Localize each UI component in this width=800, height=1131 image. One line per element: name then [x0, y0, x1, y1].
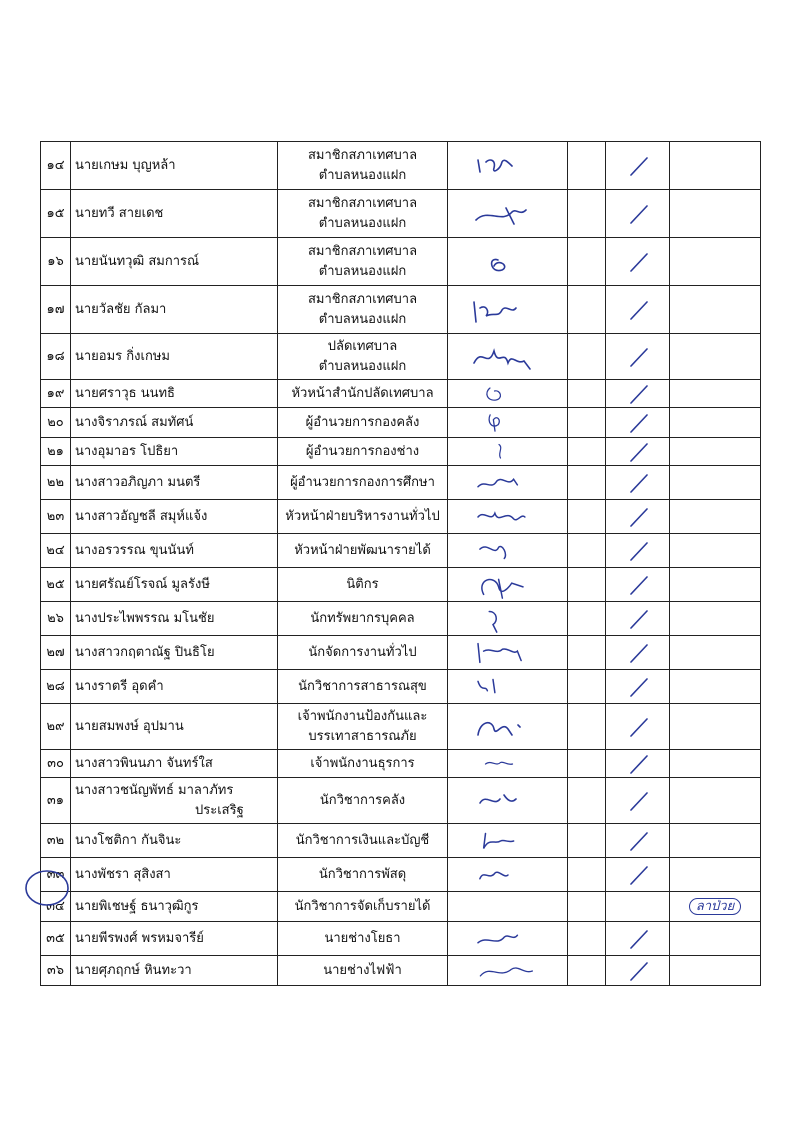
tick-mark — [623, 540, 653, 562]
signature-cell — [448, 602, 568, 636]
blank-cell — [568, 956, 606, 986]
signature-cell — [448, 534, 568, 568]
table-row — [41, 534, 761, 568]
row-number: ๓๐ — [41, 750, 71, 778]
note-cell — [670, 438, 761, 466]
person-name: ประเสริฐ — [195, 802, 244, 818]
signature-mark — [468, 294, 548, 326]
person-name: นายศรัณย์โรจณ์ มูลรังษี — [75, 576, 210, 592]
position-cell — [278, 602, 448, 636]
signature-mark — [468, 604, 548, 634]
signature-mark — [468, 924, 548, 954]
position-title: ปลัดเทศบาล — [327, 338, 398, 354]
position-cell — [278, 334, 448, 380]
position-cell — [278, 408, 448, 438]
tick-mark — [623, 346, 653, 368]
row-number: ๒๐ — [41, 408, 71, 438]
person-name: นางสาวอัญชลี สมุห์แจ้ง — [75, 508, 208, 524]
row-number: ๑๙ — [41, 380, 71, 408]
blank-cell — [568, 704, 606, 750]
signature-cell — [448, 438, 568, 466]
blank-cell — [568, 380, 606, 408]
row-number: ๓๖ — [41, 956, 71, 986]
signature-cell — [448, 636, 568, 670]
table-row — [41, 380, 761, 408]
name-cell — [71, 380, 278, 408]
signature-cell — [448, 142, 568, 190]
tick-mark — [623, 506, 653, 528]
person-name: นางสาวอภิญภา มนตรี — [75, 474, 201, 490]
tick-mark — [623, 716, 653, 738]
position-cell — [278, 750, 448, 778]
note-cell — [670, 892, 761, 922]
signature-cell — [448, 334, 568, 380]
blank-cell — [568, 670, 606, 704]
signature-cell — [448, 704, 568, 750]
note-cell — [670, 190, 761, 238]
tick-mark — [623, 928, 653, 950]
position-cell — [278, 238, 448, 286]
note-cell — [670, 636, 761, 670]
note-cell — [670, 956, 761, 986]
position-title: ผู้อำนวยการกองช่าง — [305, 443, 420, 459]
position-title: นักวิชาการคลัง — [319, 792, 406, 808]
position-cell — [278, 568, 448, 602]
attend-cell — [606, 636, 670, 670]
tick-mark — [623, 676, 653, 698]
position-cell — [278, 778, 448, 824]
row-number: ๑๘ — [41, 334, 71, 380]
position-title: นักวิชาการจัดเก็บรายได้ — [294, 898, 431, 914]
position-cell — [278, 466, 448, 500]
attend-cell — [606, 602, 670, 636]
row-number: ๓๑ — [41, 778, 71, 824]
signature-mark — [468, 410, 548, 436]
row-number: ๒๖ — [41, 602, 71, 636]
person-name: นางสาวกฤตาณัฐ ปินธิโย — [75, 644, 215, 660]
blank-cell — [568, 858, 606, 892]
tick-mark — [623, 441, 653, 463]
name-cell — [71, 438, 278, 466]
row-number: ๑๗ — [41, 286, 71, 334]
tick-mark — [623, 299, 653, 321]
attend-cell — [606, 334, 670, 380]
position-title: ตำบลหนองแฝก — [318, 263, 407, 279]
blank-cell — [568, 500, 606, 534]
position-cell — [278, 286, 448, 334]
signature-mark — [468, 468, 548, 498]
note-cell — [670, 568, 761, 602]
signature-mark — [468, 826, 548, 856]
row-number: ๒๙ — [41, 704, 71, 750]
attendance-table — [40, 141, 761, 986]
signature-cell — [448, 568, 568, 602]
note-cell — [670, 380, 761, 408]
note-cell — [670, 238, 761, 286]
table-row — [41, 704, 761, 750]
table-row — [41, 778, 761, 824]
signature-mark — [468, 958, 548, 984]
name-cell — [71, 334, 278, 380]
position-title: หัวหน้าฝ่ายบริหารงานทั่วไป — [285, 508, 440, 524]
row-number: ๓๔ — [41, 892, 71, 922]
attend-cell — [606, 238, 670, 286]
position-title: สมาชิกสภาเทศบาล — [307, 195, 418, 211]
note-cell — [670, 500, 761, 534]
signature-mark — [468, 502, 548, 532]
signature-mark — [468, 341, 548, 373]
note-cell — [670, 922, 761, 956]
blank-cell — [568, 286, 606, 334]
signature-mark — [468, 752, 548, 776]
name-cell — [71, 466, 278, 500]
signature-mark — [468, 536, 548, 566]
table-row — [41, 670, 761, 704]
position-cell — [278, 636, 448, 670]
table-row — [41, 190, 761, 238]
position-title: ตำบลหนองแฝก — [318, 167, 407, 183]
name-cell — [71, 238, 278, 286]
tick-mark — [623, 753, 653, 775]
position-title: สมาชิกสภาเทศบาล — [307, 147, 418, 163]
name-cell — [71, 858, 278, 892]
person-name: นางประไพพรรณ มโนชัย — [75, 610, 215, 626]
row-number: ๒๒ — [41, 466, 71, 500]
table-row — [41, 286, 761, 334]
position-cell — [278, 922, 448, 956]
position-title: ผู้อำนวยการกองการศึกษา — [290, 474, 435, 490]
row-number: ๒๗ — [41, 636, 71, 670]
attend-cell — [606, 568, 670, 602]
position-cell — [278, 190, 448, 238]
table-row — [41, 466, 761, 500]
attend-cell — [606, 466, 670, 500]
position-cell — [278, 142, 448, 190]
blank-cell — [568, 238, 606, 286]
note-cell — [670, 466, 761, 500]
blank-cell — [568, 636, 606, 670]
tick-mark — [623, 472, 653, 494]
name-cell — [71, 750, 278, 778]
row-number: ๒๘ — [41, 670, 71, 704]
note-text: ลาป่วย — [689, 898, 741, 915]
name-cell — [71, 142, 278, 190]
signature-cell — [448, 778, 568, 824]
signature-cell — [448, 858, 568, 892]
name-cell — [71, 602, 278, 636]
blank-cell — [568, 408, 606, 438]
signature-cell — [448, 380, 568, 408]
blank-cell — [568, 778, 606, 824]
row-number: ๒๕ — [41, 568, 71, 602]
table-row — [41, 602, 761, 636]
table-row — [41, 238, 761, 286]
position-title: สมาชิกสภาเทศบาล — [307, 291, 418, 307]
attend-cell — [606, 704, 670, 750]
signature-mark — [468, 198, 548, 230]
name-cell — [71, 568, 278, 602]
signature-mark — [468, 785, 548, 817]
row-number: ๓๒ — [41, 824, 71, 858]
tick-mark — [623, 155, 653, 177]
row-number: ๒๑ — [41, 438, 71, 466]
attend-cell — [606, 892, 670, 922]
note-cell — [670, 704, 761, 750]
note-cell — [670, 858, 761, 892]
person-name: นายเกษม บุญหล้า — [75, 157, 176, 173]
name-cell — [71, 892, 278, 922]
tick-mark — [623, 864, 653, 886]
name-cell — [71, 922, 278, 956]
person-name: นางโชติกา กันจินะ — [75, 832, 182, 848]
attend-cell — [606, 500, 670, 534]
position-title: นักจัดการงานทั่วไป — [308, 644, 417, 660]
note-cell — [670, 534, 761, 568]
attend-cell — [606, 750, 670, 778]
row-number: ๑๖ — [41, 238, 71, 286]
blank-cell — [568, 438, 606, 466]
person-name: นายสมพงษ์ อุปมาน — [75, 718, 184, 734]
person-name: นางราตรี อุดคำ — [75, 678, 164, 694]
tick-mark — [623, 642, 653, 664]
signature-mark — [468, 382, 548, 406]
attend-cell — [606, 956, 670, 986]
name-cell — [71, 670, 278, 704]
name-cell — [71, 778, 278, 824]
position-cell — [278, 704, 448, 750]
blank-cell — [568, 142, 606, 190]
table-row — [41, 334, 761, 380]
person-name: นางสาวชนัญพัทธ์ มาลาภัทร — [75, 782, 234, 798]
row-number: ๓๕ — [41, 922, 71, 956]
row-number: ๒๓ — [41, 500, 71, 534]
person-name: นายศราวุธ นนทธิ — [75, 385, 175, 401]
table-row — [41, 922, 761, 956]
attend-cell — [606, 286, 670, 334]
tick-mark — [623, 960, 653, 982]
tick-mark — [623, 251, 653, 273]
signature-cell — [448, 408, 568, 438]
blank-cell — [568, 602, 606, 636]
note-cell — [670, 824, 761, 858]
tick-mark — [623, 412, 653, 434]
attend-cell — [606, 380, 670, 408]
blank-cell — [568, 750, 606, 778]
signature-cell — [448, 286, 568, 334]
signature-mark — [468, 246, 548, 278]
blank-cell — [568, 568, 606, 602]
name-cell — [71, 190, 278, 238]
name-cell — [71, 286, 278, 334]
signature-cell — [448, 190, 568, 238]
signature-cell — [448, 750, 568, 778]
name-cell — [71, 956, 278, 986]
position-title: บรรเทาสาธารณภัย — [308, 728, 417, 744]
attend-cell — [606, 190, 670, 238]
position-cell — [278, 892, 448, 922]
name-cell — [71, 824, 278, 858]
signature-cell — [448, 892, 568, 922]
blank-cell — [568, 190, 606, 238]
tick-mark — [623, 574, 653, 596]
name-cell — [71, 500, 278, 534]
person-name: นายอมร กิ่งเกษม — [75, 348, 170, 364]
table-row — [41, 636, 761, 670]
name-cell — [71, 534, 278, 568]
position-cell — [278, 380, 448, 408]
person-name: นายพิเชษฐ์ ธนาวุฒิกูร — [75, 898, 199, 914]
name-cell — [71, 636, 278, 670]
name-cell — [71, 408, 278, 438]
position-title: นิติกร — [346, 576, 379, 592]
attend-cell — [606, 142, 670, 190]
position-title: นักวิชาการพัสดุ — [318, 866, 407, 882]
person-name: นายนันทวุฒิ สมการณ์ — [75, 253, 200, 269]
position-title: สมาชิกสภาเทศบาล — [307, 243, 418, 259]
signature-cell — [448, 956, 568, 986]
position-title: ตำบลหนองแฝก — [318, 215, 407, 231]
person-name: นายทวี สายเดช — [75, 205, 164, 221]
table-row — [41, 824, 761, 858]
note-cell — [670, 142, 761, 190]
person-name: นางพัชรา สุสิงสา — [75, 866, 171, 882]
position-title: นักวิชาการเงินและบัญชี — [295, 832, 430, 848]
person-name: นางอุมาอร โปธิยา — [75, 443, 179, 459]
row-number: ๑๕ — [41, 190, 71, 238]
table-row — [41, 142, 761, 190]
position-title: นักวิชาการสาธารณสุข — [298, 678, 427, 694]
attend-cell — [606, 670, 670, 704]
table-row — [41, 892, 761, 922]
position-cell — [278, 534, 448, 568]
table-row — [41, 568, 761, 602]
blank-cell — [568, 466, 606, 500]
table-body — [41, 142, 761, 986]
position-title: นายช่างไฟฟ้า — [323, 962, 402, 978]
position-title: เจ้าพนักงานธุรการ — [310, 755, 415, 771]
table-row — [41, 408, 761, 438]
position-cell — [278, 670, 448, 704]
attend-cell — [606, 824, 670, 858]
position-cell — [278, 500, 448, 534]
note-cell — [670, 286, 761, 334]
table-row — [41, 750, 761, 778]
position-cell — [278, 824, 448, 858]
attend-cell — [606, 858, 670, 892]
name-cell — [71, 704, 278, 750]
table-row — [41, 956, 761, 986]
person-name: นายศุภฤกษ์ หินทะวา — [75, 962, 192, 978]
tick-mark — [623, 830, 653, 852]
tick-mark — [623, 608, 653, 630]
position-title: ตำบลหนองแฝก — [318, 358, 407, 374]
row-number: ๒๔ — [41, 534, 71, 568]
signature-mark — [468, 440, 548, 464]
position-title: ตำบลหนองแฝก — [318, 311, 407, 327]
position-title: เจ้าพนักงานป้องกันและ — [297, 708, 428, 724]
blank-cell — [568, 534, 606, 568]
signature-cell — [448, 500, 568, 534]
signature-mark — [468, 672, 548, 702]
blank-cell — [568, 824, 606, 858]
row-number: ๓๓ — [41, 858, 71, 892]
note-cell — [670, 670, 761, 704]
person-name: นางอรวรรณ ขุนนันท์ — [75, 542, 194, 558]
table-row — [41, 858, 761, 892]
position-title: นายช่างโยธา — [324, 930, 401, 946]
person-name: นางจิราภรณ์ สมทัศน์ — [75, 414, 194, 430]
table-row — [41, 500, 761, 534]
note-cell — [670, 602, 761, 636]
signature-mark — [468, 711, 548, 743]
attend-cell — [606, 922, 670, 956]
signature-mark — [468, 570, 548, 600]
attend-cell — [606, 408, 670, 438]
person-name: นายพีรพงศ์ พรหมจารีย์ — [75, 930, 204, 946]
signature-mark — [468, 860, 548, 890]
position-title: หัวหน้าสำนักปลัดเทศบาล — [291, 385, 434, 401]
blank-cell — [568, 334, 606, 380]
circle-mark — [24, 869, 70, 907]
signature-cell — [448, 824, 568, 858]
position-cell — [278, 858, 448, 892]
blank-cell — [568, 892, 606, 922]
tick-mark — [623, 383, 653, 405]
row-number: ๑๔ — [41, 142, 71, 190]
position-title: นักทรัพยากรบุคคล — [310, 610, 415, 626]
tick-mark — [623, 790, 653, 812]
note-cell — [670, 408, 761, 438]
position-cell — [278, 956, 448, 986]
attend-cell — [606, 438, 670, 466]
person-name: นายวัลชัย กัลมา — [75, 301, 167, 317]
signature-mark — [468, 150, 548, 182]
blank-cell — [568, 922, 606, 956]
position-cell — [278, 438, 448, 466]
position-title: หัวหน้าฝ่ายพัฒนารายได้ — [294, 542, 431, 558]
signature-mark — [468, 638, 548, 668]
attend-cell — [606, 778, 670, 824]
tick-mark — [623, 203, 653, 225]
attend-cell — [606, 534, 670, 568]
table-row — [41, 438, 761, 466]
note-cell — [670, 750, 761, 778]
signature-cell — [448, 466, 568, 500]
note-cell — [670, 334, 761, 380]
signature-cell — [448, 670, 568, 704]
signature-cell — [448, 922, 568, 956]
person-name: นางสาวพินนภา จันทร์ใส — [75, 755, 213, 771]
position-title: ผู้อำนวยการกองคลัง — [305, 414, 420, 430]
note-cell — [670, 778, 761, 824]
signature-cell — [448, 238, 568, 286]
